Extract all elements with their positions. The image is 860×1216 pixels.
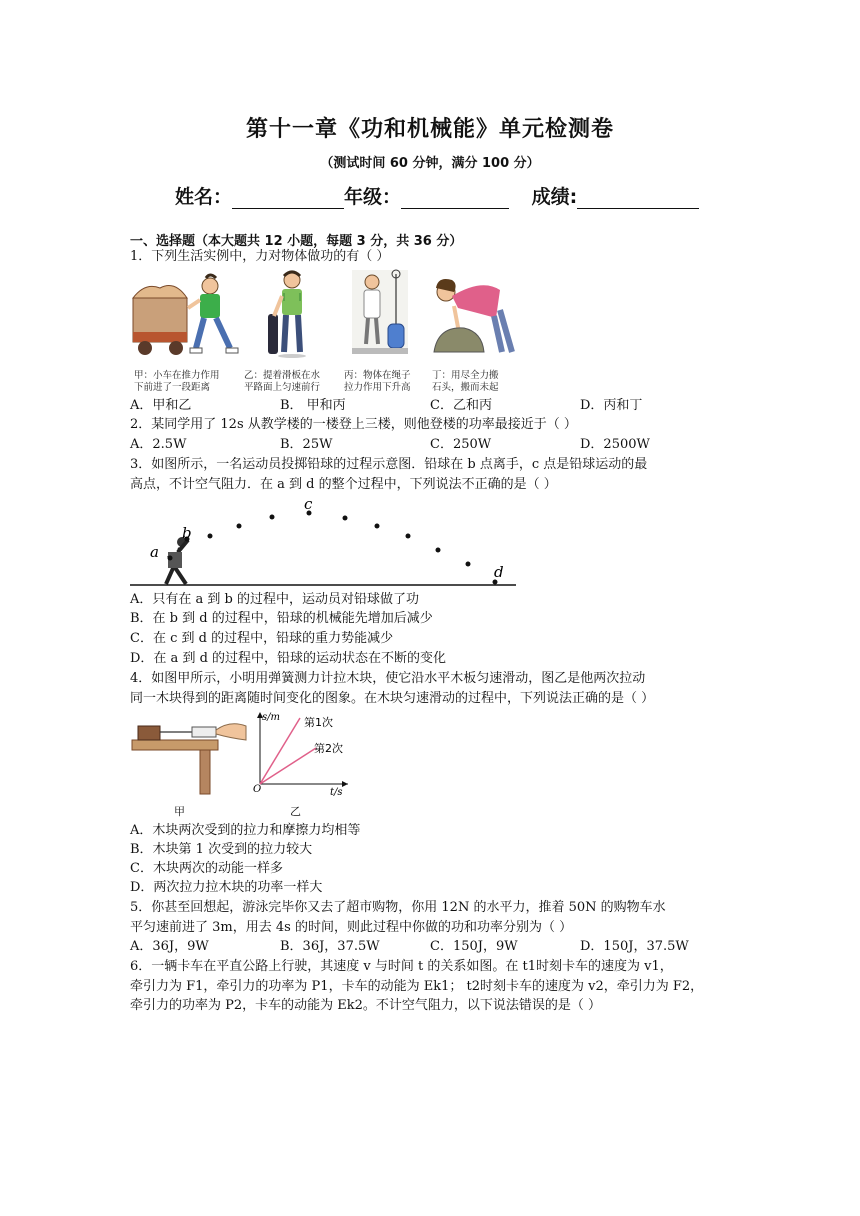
q1-image-cart <box>130 268 242 360</box>
q1-image-skateboard <box>262 268 322 360</box>
q1-caption-a: 甲：小车在推力作用 下前进了一段距离 <box>134 370 220 393</box>
graph-y-label: s/m <box>262 712 280 723</box>
q3-stem-line1: 3．如图所示，一名运动员投掷铅球的过程示意图．铅球在 b 点离手，c 点是铅球运动的最 <box>130 457 648 472</box>
q5-option-b[interactable]: B．36J，37.5W <box>280 939 380 954</box>
graph-line1-label: 第1次 <box>304 716 333 729</box>
q2-stem: 2．某同学用了 12s 从教学楼的一楼登上三楼，则他登楼的功率最接近于（ ） <box>130 417 577 432</box>
grade-label: 年级： <box>344 186 402 208</box>
q3-stem-line2: 高点，不计空气阻力．在 a 到 d 的整个过程中，下列说法不正确的是（ ） <box>130 477 557 492</box>
point-b: b <box>182 524 192 542</box>
name-label: 姓名： <box>175 186 233 208</box>
q5-stem-line2: 平匀速前进了 3m，用去 4s 的时间，则此过程中你做的功和功率分别为（ ） <box>130 920 573 935</box>
q5-stem-line1: 5．你甚至回想起，游泳完毕你又去了超市购物，你用 12N 的水平力，推着 50N 的购物车水 <box>130 900 666 915</box>
q6-stem-line1: 6．一辆卡车在平直公路上行驶，其速度 v 与时间 t 的关系如图。在 t1时刻卡车的速度为 v1， <box>130 959 673 974</box>
q2-option-c[interactable]: C．250W <box>430 437 492 452</box>
fig-label-right: 乙 <box>290 805 301 818</box>
q4-option-c[interactable]: C．木块两次的动能一样多 <box>130 861 283 876</box>
q6-stem-line2: 牵引力为 F1，牵引力的功率为 P1，卡车的动能为 Ek1； t2时刻卡车的速度为 v2，牵引力为 F2， <box>130 979 704 994</box>
q5-option-c[interactable]: C．150J，9W <box>430 939 518 954</box>
q3-shotput-diagram <box>128 496 518 592</box>
q2-option-a[interactable]: A．2.5W <box>130 437 187 452</box>
name-field[interactable] <box>232 188 344 209</box>
q3-option-c[interactable]: C．在 c 到 d 的过程中，铅球的重力势能减少 <box>130 631 394 646</box>
score-label: 成绩: <box>531 186 578 208</box>
q1-stem: 1．下列生活实例中，力对物体做功的有（ ） <box>130 249 390 264</box>
fig-label-left: 甲 <box>174 805 185 818</box>
q4-stem-line1: 4．如图甲所示，小明用弹簧测力计拉木块，使它沿水平木板匀速滑动，图乙是他两次拉动 <box>130 671 646 686</box>
q4-option-a[interactable]: A．木块两次受到的拉力和摩擦力均相等 <box>130 823 361 838</box>
q5-option-a[interactable]: A．36J，9W <box>130 939 209 954</box>
q3-option-d[interactable]: D．在 a 到 d 的过程中，铅球的运动状态在不断的变化 <box>130 651 447 666</box>
q4-stem-line2: 同一木块得到的距离随时间变化的图象。在木块匀速滑动的过程中，下列说法正确的是（ ） <box>130 691 655 706</box>
q1-image-pulley <box>350 268 410 360</box>
q4-graph <box>252 708 352 796</box>
q2-option-b[interactable]: B．25W <box>280 437 333 452</box>
q4-figure-left <box>130 712 250 796</box>
graph-x-label: t/s <box>330 787 343 796</box>
score-field[interactable] <box>577 188 699 209</box>
q6-stem-line3: 牵引力的功率为 P2，卡车的动能为 Ek2。不计空气阻力，以下说法错误的是（ ） <box>130 998 602 1013</box>
q1-image-rock <box>424 268 520 360</box>
point-a: a <box>150 543 159 561</box>
q1-caption-c: 丙：物体在绳子 拉力作用下升高 <box>344 370 411 393</box>
q1-option-b[interactable]: B． 甲和丙 <box>280 398 346 413</box>
q1-option-d[interactable]: D．丙和丁 <box>580 398 643 413</box>
q1-option-c[interactable]: C．乙和丙 <box>430 398 492 413</box>
q1-caption-b: 乙：提着滑板在水 平路面上匀速前行 <box>244 370 321 393</box>
point-c: c <box>304 496 313 513</box>
q2-option-d[interactable]: D．2500W <box>580 437 650 452</box>
point-d: d <box>494 563 504 581</box>
q4-option-b[interactable]: B．木块第 1 次受到的拉力较大 <box>130 842 313 857</box>
athlete-figure <box>166 537 188 584</box>
graph-origin: O <box>253 784 262 795</box>
graph-line2-label: 第2次 <box>314 742 343 755</box>
grade-field[interactable] <box>401 188 509 209</box>
q4-option-d[interactable]: D．两次拉力拉木块的功率一样大 <box>130 880 323 895</box>
q3-option-a[interactable]: A．只有在 a 到 b 的过程中，运动员对铅球做了功 <box>130 592 419 607</box>
q1-caption-d: 丁：用尽全力搬 石头，搬而未起 <box>432 370 499 393</box>
section-heading: 一、选择题（本大题共 12 小题，每题 3 分，共 36 分） <box>130 234 463 249</box>
test-info: （测试时间 60 分钟，满分 100 分） <box>320 156 540 171</box>
q5-option-d[interactable]: D．150J，37.5W <box>580 939 689 954</box>
q1-option-a[interactable]: A．甲和乙 <box>130 398 192 413</box>
student-info-line <box>175 182 699 209</box>
page-title: 第十一章《功和机械能》单元检测卷 <box>245 117 614 142</box>
q3-option-b[interactable]: B．在 b 到 d 的过程中，铅球的机械能先增加后减少 <box>130 611 433 626</box>
